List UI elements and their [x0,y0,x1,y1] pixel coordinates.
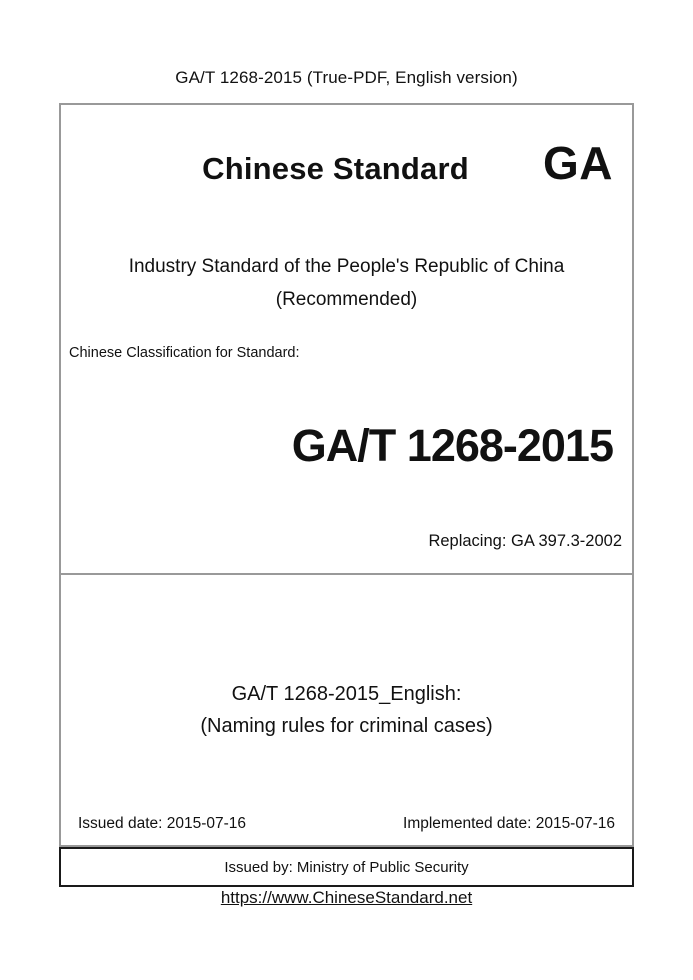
replacing-note: Replacing: GA 397.3-2002 [428,532,622,550]
dates-row [61,815,632,833]
page-header-title: GA/T 1268-2015 (True-PDF, English version) [175,68,518,87]
english-title-line-1: GA/T 1268-2015_English: [231,683,462,705]
issuer-label: Issued by: Ministry of Public Security [224,858,469,876]
implemented-date: Implemented date: 2015-07-16 [403,815,615,832]
ga-logo: GA [543,137,613,189]
english-title-line-2: (Naming rules for criminal cases) [200,715,493,737]
website-link[interactable]: https://www.ChineseStandard.net [220,888,473,907]
subtitle-line-1: Industry Standard of the People's Republic of China [128,256,565,277]
brand-title: Chinese Standard [202,151,469,186]
classification-label: Chinese Classification for Standard: [69,345,300,361]
issued-date: Issued date: 2015-07-16 [78,815,247,832]
subtitle-line-2: (Recommended) [275,289,418,310]
footer-link-row [0,888,693,908]
standard-number: GA/T 1268-2015 [291,420,613,471]
issuer-box [59,847,634,887]
cover-box-lower-section [61,575,632,845]
cover-box-upper-section [61,105,632,575]
cover-box [59,103,634,847]
